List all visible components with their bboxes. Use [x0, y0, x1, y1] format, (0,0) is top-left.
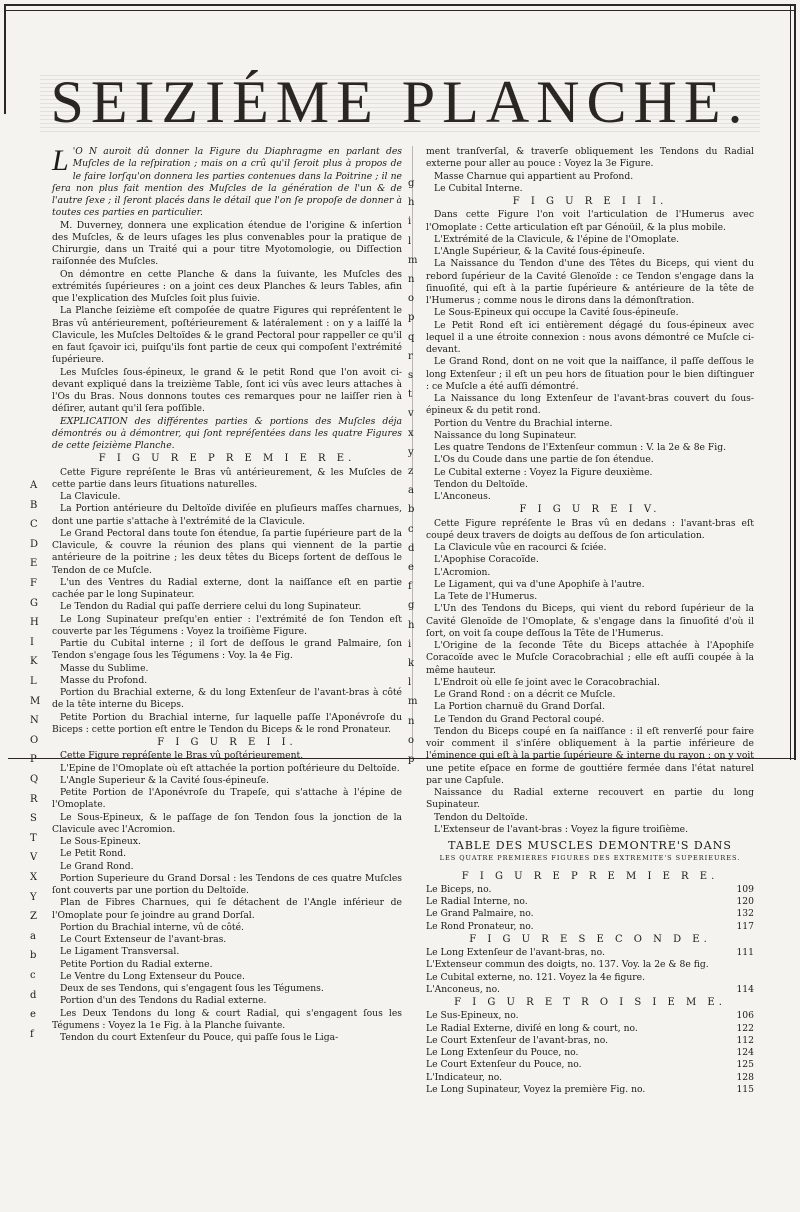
- legend-item: Naissance du Radial externe recouvert en partie du long Supinateur.: [426, 787, 754, 811]
- margin-letter: Z: [30, 911, 37, 923]
- figure-3-intro: Dans cette Figure l'on voit l'articulation de l'Humerus avec l'Omoplate : Cette articulation eſt par Génoüil, & la plus mobile.: [426, 209, 754, 233]
- legend-item: Le Grand Rond, dont on ne voit que la naiſſance, il paſſe deſſous le long Extenſeur ; il eſt un peu hors de ſituation pour le bien diſtinguer : ce Muſcle a été auſſi démontré.: [426, 356, 754, 392]
- legend-item: L'Anconeus.: [434, 491, 491, 502]
- margin-letter: i: [408, 638, 412, 650]
- toc-muscle-name: Le Biceps, no.: [426, 883, 492, 895]
- legend-item: L'Acromion.: [434, 566, 491, 578]
- toc-muscle-name: Le Radial Externe, diviſé en long & court, no.: [426, 1022, 638, 1034]
- legend-item: Partie du Cubital interne ; il ſort de deſſous le grand Palmaire, ſon Tendon s'engage ſous les Tégumens : Voy. la 4e Fig.: [52, 638, 402, 662]
- legend-item: Les quatre Tendons de l'Extenſeur commun : V. la 2e & 8e Fig.: [434, 442, 727, 453]
- toc-row: [426, 921, 754, 933]
- margin-letter: H: [30, 617, 39, 629]
- right-column: [426, 146, 754, 1096]
- margin-letter: d: [408, 542, 415, 554]
- toc-number: 111: [736, 947, 754, 958]
- margin-letter: a: [408, 485, 414, 497]
- margin-letter: t: [408, 389, 413, 401]
- margin-letter: D: [30, 538, 39, 550]
- toc-title: TABLE DES MUSCLES DEMONTRE'S DANS: [448, 839, 732, 852]
- figure-4-list: [426, 542, 754, 836]
- margin-letter: p: [408, 312, 415, 324]
- margin-letter: i: [408, 216, 412, 228]
- toc-subtitle: LES QUATRE PREMIERES FIGURES DES EXTREMITE'S SUPERIEURES.: [439, 854, 741, 863]
- legend-item: Portion du Brachial externe, & du long Extenſeur de l'avant-bras à côté de la tête interne du Biceps.: [52, 687, 402, 711]
- continuation-text: ment tranſverſal, & traverſe obliquement les Tendons du Radial externe pour aller au pouce : Voyez la 3e Figure.: [426, 146, 754, 170]
- margin-letter: Q: [30, 774, 39, 785]
- legend-item: Le Grand Rond : on a décrit ce Muſcle.: [434, 689, 616, 700]
- page-title: SEIZIÉME PLANCHE.: [50, 69, 750, 135]
- toc-muscle-name: Le Long Extenſeur de l'avant-bras, no.: [426, 947, 605, 958]
- toc-muscle-name: Le Cubital externe, no. 121. Voyez la 4e figure.: [426, 971, 646, 983]
- margin-letter: B: [30, 499, 38, 511]
- legend-item: Petite Portion du Radial externe.: [60, 958, 213, 970]
- margin-letter: q: [408, 331, 415, 343]
- margin-letter: C: [30, 519, 38, 531]
- figure-2-heading: F I G U R E I I.: [157, 737, 297, 748]
- toc-row: [426, 1047, 754, 1059]
- legend-item: L'Angle Supérieur, & la Cavité ſous-épineuſe.: [434, 246, 645, 257]
- toc-muscle-name: Le Court Extenſeur du Pouce, no.: [426, 1059, 582, 1071]
- legend-item: L'Os du Coude dans une partie de ſon étendue.: [434, 454, 654, 466]
- margin-letter: G: [30, 597, 38, 609]
- legend-item: Le Cubital Interne.: [434, 182, 523, 194]
- toc-row: [426, 908, 754, 920]
- legend-item: La Tete de l'Humerus.: [434, 591, 538, 602]
- toc-muscle-name: L'Anconeus, no.: [426, 983, 500, 995]
- legend-item: L'Endroit où elle ſe joint avec le Coracobrachial.: [434, 676, 660, 688]
- toc-number: 114: [736, 983, 754, 995]
- legend-item: Portion d'un des Tendons du Radial externe.: [60, 995, 267, 1007]
- margin-letter: e: [408, 562, 414, 573]
- toc-muscle-name: Le Court Extenſeur de l'avant-bras, no.: [426, 1034, 609, 1046]
- legend-item: Masse Charnue qui appartient au Profond.: [434, 170, 634, 182]
- continuation-list: [426, 171, 754, 196]
- figure-4-intro: Cette Figure repréſente le Bras vû en dedans : l'avant-bras eſt coupé deux travers de doigts au deſſous de ſon articulation.: [426, 517, 754, 541]
- margin-letter: m: [408, 696, 418, 708]
- paragraph-planche-seizieme: La Planche ſeizième eſt compoſée de quatre Figures qui repréſentent le Bras vû antérieurement, poſtérieurement & latéralement : on y a laiſſé la Clavicule, les Muſcles Deltoïdes & le grand Pectoral pour rappeller ce qu'il en faut ſçavoir ici, puiſqu'ils font partie de ceux qui compoſent l'extrémité ſupérieure.: [52, 305, 402, 366]
- margin-letter: f: [30, 1028, 34, 1040]
- margin-letter: b: [30, 950, 37, 962]
- margin-letter: o: [408, 734, 415, 746]
- toc-number: 125: [736, 1059, 754, 1071]
- margin-letter: h: [408, 619, 415, 631]
- toc-muscle-name: Le Long Extenſeur du Pouce, no.: [426, 1047, 579, 1058]
- legend-item: Le Petit Rond.: [60, 848, 127, 860]
- toc-row: [426, 959, 754, 971]
- legend-item: Le Ligament, qui va d'une Apophiſe à l'autre.: [434, 578, 645, 590]
- margin-letter: y: [408, 446, 414, 458]
- legend-item: Le Tendon du Radial qui paſſe derriere celui du long Supinateur.: [60, 601, 362, 613]
- legend-item: Naissance du long Supinateur.: [434, 429, 577, 441]
- toc-muscle-name: Le Sus-Epineux, no.: [426, 1010, 519, 1022]
- legend-item: Plan de Fibres Charnues, qui ſe détachent de l'Angle inférieur de l'Omoplate pour ſe joindre au grand Dorſal.: [52, 897, 402, 921]
- legend-item: Masse du Profond.: [60, 674, 148, 686]
- toc-number: 132: [736, 908, 754, 920]
- legend-item: La Portion charnuë du Grand Dorſal.: [434, 701, 606, 713]
- toc-row: [426, 1010, 754, 1022]
- toc-muscle-name: L'Indicateur, no.: [426, 1071, 503, 1083]
- intro-paragraph: [52, 146, 402, 220]
- legend-item: Le Sous-Epineux, & le paſſage de ſon Tendon ſous la jonction de la Clavicule avec l'Acromion.: [52, 811, 402, 835]
- toc-figure-1-heading: F I G U R E P R E M I E R E.: [461, 870, 719, 882]
- intro-text: 'O N auroit dû donner la Figure du Diaphragme en parlant des Muſcles de la reſpiration ; mais on a crû qu'il ſeroit plus à propos de le faire lorſqu'on donnera les parties contenues dans la Poitrine ; il ne ſera non plus fait mention des Muſcles de la génération de l'un & de l'autre ſexe ; il ſeront placés dans le détail que l'on ſe propoſe de donner à toutes ces parties en particulier.: [52, 146, 402, 219]
- margin-letter: m: [408, 254, 418, 266]
- figure-3-list: [426, 234, 754, 504]
- toc-row: [426, 1072, 754, 1084]
- margin-letter: h: [408, 197, 415, 209]
- figure-1-heading: F I G U R E P R E M I E R E.: [98, 453, 356, 465]
- drop-cap: L: [52, 144, 69, 177]
- margin-letter: e: [30, 1009, 36, 1021]
- toc-figure-2-heading: F I G U R E S E C O N D E.: [469, 933, 711, 945]
- legend-item: Tendon du Deltoïde.: [434, 478, 528, 490]
- legend-item: Le Grand Pectoral dans toute ſon étendue, ſa partie ſupérieure part de la Clavicule, & couvre la réunion des plans qui viennent de la partie antérieure de la poitrine ; les deux têtes du Biceps ſortent de deſſous le Tendon de ce Muſcle.: [52, 527, 402, 576]
- toc-row: [426, 896, 754, 908]
- margin-letter: a: [30, 930, 36, 942]
- legend-item: Le Ligament Transversal.: [60, 946, 180, 958]
- margin-letter: P: [30, 754, 37, 766]
- margin-letter: I: [30, 636, 34, 648]
- legend-item: La Portion antérieure du Deltoïde diviſée en pluſieurs maſſes charnues, dont une partie s'attache à l'extrémité de la Clavicule.: [52, 503, 402, 527]
- toc-muscle-name: L'Extenseur commun des doigts, no. 137. Voy. la 2e & 8e fig.: [426, 959, 709, 971]
- legend-item: La Naissance du long Extenſeur de l'avant-bras couvert du ſous-épineux & du petit rond.: [426, 393, 754, 417]
- toc-number: 120: [736, 896, 754, 907]
- margin-letter: k: [408, 658, 415, 669]
- margin-letter: M: [30, 695, 41, 707]
- legend-item: L'Angle Superieur & la Cavité ſous-épineuſe.: [60, 774, 269, 786]
- toc-row: [426, 884, 754, 896]
- paragraph-planches: On démontre en cette Planche & dans la ſuivante, les Muſcles des extrémités ſupérieures : on a joint ces deux Planches & leurs Tables, afin que l'explication des Muſcles ſoit plus ſuivie.: [52, 268, 402, 304]
- margin-letter: x: [408, 427, 414, 439]
- toc-row: [426, 972, 754, 984]
- toc-muscle-name: Le Radial Interne, no.: [426, 896, 528, 907]
- legend-item: L'Un des Tendons du Biceps, qui vient du rebord ſupérieur de la Cavité Glenoïde de l'Omoplate, & s'engage dans la ſinuoſité d'où il ſort, on voit ſa coupe deſſous la Tête de l'Humerus.: [426, 603, 754, 639]
- margin-letter: z: [408, 466, 414, 477]
- margin-letter: l: [408, 235, 412, 247]
- page-border-bottom: [8, 758, 794, 759]
- legend-item: L'Origine de la ſeconde Tête du Biceps attachée à l'Apophiſe Coracoïde avec le Muſcle Coracobrachial ; elle eſt auſſi coupée à la même hauteur.: [426, 640, 754, 676]
- margin-letter: n: [408, 274, 415, 285]
- toc-row: [426, 1059, 754, 1071]
- margin-letter: X: [30, 872, 38, 883]
- toc-row: [426, 1035, 754, 1047]
- margin-letter: r: [408, 350, 413, 362]
- legend-item: Le Long Supinateur preſqu'en entier : l'extrémité de ſon Tendon eſt couverte par les Tégumens : Voyez la troiſième Figure.: [52, 613, 402, 637]
- legend-item: Les Deux Tendons du long & court Radial, qui s'engagent ſous les Tégumens : Voyez la 1e Fig. à la Planche ſuivante.: [52, 1007, 402, 1031]
- margin-letter: K: [30, 656, 38, 668]
- margin-letter: g: [408, 600, 415, 612]
- margin-letter: l: [408, 677, 412, 689]
- toc-number: 112: [736, 1034, 754, 1046]
- legend-item: L'Extenseur de l'avant-bras : Voyez la figure troiſième.: [434, 823, 689, 835]
- margin-letter: f: [408, 581, 412, 593]
- legend-item: Petite Portion de l'Aponévroſe du Trapeſe, qui s'attache à l'épine de l'Omoplate.: [52, 787, 402, 811]
- page-border-top: [6, 4, 794, 11]
- legend-item: Portion du Brachial interne, vû de côté.: [60, 921, 244, 933]
- figure-3-heading: F I G U R E I I I.: [512, 196, 668, 207]
- toc-row: [426, 1084, 754, 1096]
- margin-letter: N: [30, 715, 39, 727]
- figure-1-intro: Cette Figure repréſente le Bras vû antérieurement, & les Muſcles de cette partie dans leurs ſituations naturelles.: [52, 466, 402, 490]
- toc-number: 115: [736, 1083, 754, 1095]
- margin-letter: R: [30, 793, 38, 805]
- legend-item: Le Sous-Epineux qui occupe la Cavité ſous-épineuſe.: [434, 307, 679, 319]
- legend-item: Le Tendon du Grand Pectoral coupé.: [434, 713, 605, 725]
- margin-letter: L: [30, 676, 37, 687]
- toc-muscle-name: Le Grand Palmaire, no.: [426, 908, 534, 920]
- margin-letter: c: [30, 970, 36, 981]
- toc-number: 106: [736, 1010, 754, 1022]
- toc-row: [426, 947, 754, 959]
- margin-letter: F: [30, 578, 37, 589]
- legend-item: Petite Portion du Brachial interne, ſur laquelle paſſe l'Aponévroſe du Biceps : cette portion eſt entre le Tendon du Biceps & le rond Pronateur.: [52, 711, 402, 735]
- figure-4-heading: F I G U R E I V.: [519, 504, 661, 516]
- toc-muscle-name: Le Rond Pronateur, no.: [426, 920, 534, 932]
- explication-heading: EXPLICATION des différentes parties & portions des Muſcles déja démontrés ou à démontrer, qui ſont repréſentées dans les quatre Figures de cette ſeizième Planche.: [52, 415, 402, 451]
- paragraph-sous-epineux: Les Muſcles ſous-épineux, le grand & le petit Rond que l'on avoit ci-devant expliqué dans la treizième Table, ſont ici vûs avec leurs attaches à l'Os du Bras. Nous donnons toutes ces remarques pour ne laiſſer rien à déſirer, autant qu'il ſera poſſible.: [52, 366, 402, 415]
- margin-letter: n: [408, 715, 415, 727]
- legend-item: Le Petit Rond eſt ici entièrement dégagé du ſous-épineux avec lequel il a une étroite connexion : nous avons démontré ce Muſcle ci-devant.: [426, 319, 754, 355]
- toc-row: [426, 984, 754, 996]
- legend-item: Tendon du Deltoïde.: [434, 811, 528, 823]
- margin-letter: o: [408, 293, 415, 305]
- legend-item: L'Epine de l'Omoplate où eſt attachée la portion poſtérieure du Deltoïde.: [60, 762, 400, 774]
- legend-item: Portion Superieure du Grand Dorsal : les Tendons de ces quatre Muſcles ſont couverts par une portion du Deltoïde.: [52, 872, 402, 896]
- legend-item: La Clavicule.: [60, 491, 121, 502]
- margin-letter: T: [30, 832, 37, 844]
- toc-figure-3-heading: F I G U R E T R O I S I E M E.: [454, 997, 726, 1008]
- legend-item: La Clavicule vûe en racourci & ſciée.: [434, 542, 607, 553]
- legend-item: Le Cubital externe : Voyez la Figure deuxième.: [434, 466, 653, 478]
- toc-number: 124: [736, 1047, 754, 1058]
- legend-item: Tendon du court Extenſeur du Pouce, qui paſſe ſous le Liga-: [60, 1032, 339, 1043]
- legend-item: L'un des Ventres du Radial externe, dont la naiſſance eſt en partie cachée par le long Supinateur.: [52, 576, 402, 600]
- margin-letter: S: [30, 813, 37, 825]
- figure-2-intro: Cette Figure repréſente le Bras vû poſtérieurement.: [60, 750, 304, 762]
- toc-row: [426, 1023, 754, 1035]
- toc-number: 117: [736, 920, 754, 932]
- legend-item: Le Grand Rond.: [60, 860, 134, 872]
- legend-item: Portion du Ventre du Brachial interne.: [434, 417, 613, 429]
- legend-item: Le Ventre du Long Extenseur du Pouce.: [60, 970, 245, 982]
- margin-letter: d: [30, 989, 37, 1001]
- legend-item: L'Extrémité de la Clavicule, & l'épine de l'Omoplate.: [434, 233, 680, 245]
- margin-letter: V: [30, 852, 38, 864]
- margin-letter: Y: [30, 891, 37, 903]
- toc-number: 109: [736, 883, 754, 895]
- legend-item: L'Apophise Coracoïde.: [434, 554, 539, 566]
- toc-number: 128: [736, 1071, 754, 1083]
- margin-letter: E: [30, 558, 38, 570]
- legend-item: Tendon du Biceps coupé en ſa naiſſance : il eſt renverſé pour faire voir comment il s'inſére obliquement à la partie inférieure de l'éminence qui eſt à la partie ſupérieure & interne du rayon : on y voit une petite eſpace en forme de gouttiére fermée dans l'état naturel par une Capſule.: [426, 725, 754, 786]
- toc-number: [736, 959, 754, 971]
- margin-letter: b: [408, 504, 415, 516]
- legend-item: Masse du Sublime.: [60, 662, 149, 674]
- legend-item: Deux de ses Tendons, qui s'engagent ſous les Tégumens.: [60, 983, 324, 994]
- figure-2-list: [52, 763, 402, 1045]
- margin-letter: s: [408, 370, 414, 381]
- legend-item: Le Court Extenseur de l'avant-bras.: [60, 934, 227, 945]
- toc-number: [736, 972, 754, 984]
- margin-letter: c: [408, 523, 414, 535]
- margin-letter: A: [30, 480, 38, 491]
- toc-figure-2-rows: [426, 947, 754, 996]
- legend-item: La Naissance du Tendon d'une des Têtes du Biceps, qui vient du rebord ſupérieur de la Cavité Glenoïde : ce Tendon s'engage dans la ſinuoſité, qui eſt à la partie ſupérieure & antérieure de la tête de l'Humerus ; comme nous le dirons dans la démonſtration.: [426, 258, 754, 306]
- toc-figure-3-rows: [426, 1010, 754, 1096]
- toc-number: 122: [736, 1022, 754, 1034]
- legend-item: Le Sous-Epineux.: [60, 836, 141, 847]
- margin-letter: p: [408, 754, 415, 765]
- left-column: [52, 146, 402, 1044]
- toc-muscle-name: Le Long Supinateur, Voyez la première Fig. no.: [426, 1083, 646, 1095]
- toc-figure-1-rows: [426, 884, 754, 933]
- figure-1-list: [52, 491, 402, 736]
- margin-letter: g: [408, 178, 415, 189]
- paragraph-duverney: M. Duverney, donnera une explication étendue de l'origine & inſertion des Muſcles, & de leurs uſages les plus convenables pour la pratique de Chirurgie, dans un Traité qui a pour titre Myotomologie, ou Diſſection raiſonnée des Muſcles.: [52, 219, 402, 268]
- margin-letter: v: [408, 408, 414, 420]
- margin-letter: O: [30, 734, 39, 746]
